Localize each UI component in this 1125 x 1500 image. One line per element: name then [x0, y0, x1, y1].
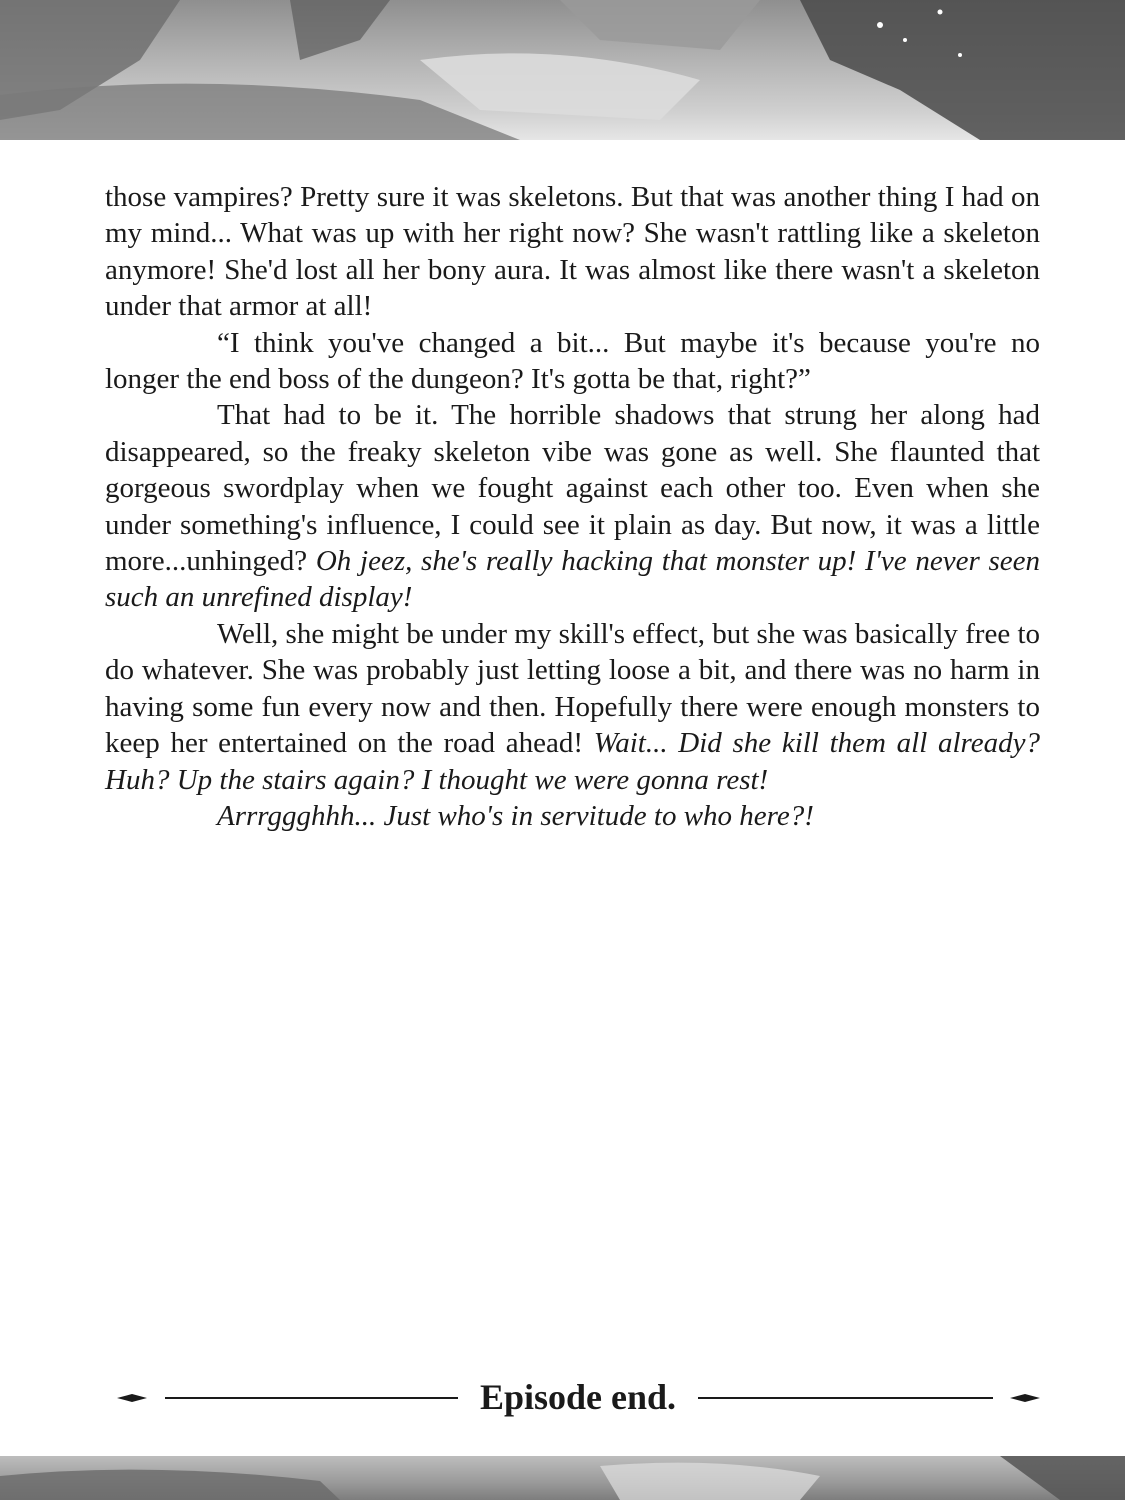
- bottom-illustration-banner: [0, 1456, 1125, 1500]
- paragraph: [105, 397, 1040, 615]
- episode-end-label: Episode end.: [479, 1377, 677, 1417]
- text-segment: those vampires? Pretty sure it was skeletons. But that was another thing I had on my mind... What was up with her right now? She wasn't rattling like a skeleton anymore! She'd lost all her bony aura. It was almost like there wasn't a skeleton under that armor at all!: [105, 181, 1040, 323]
- text-segment: That had to be it. The horrible shadows that strung her along had disappeared, so the freaky skeleton vibe was gone as well. She flaunted that gorgeous swordplay when we fought against each other too. Even when she under something's influence, I could see it plain as day. But now, it was a little more...unhinged?: [105, 399, 1040, 578]
- paragraph: [105, 325, 1040, 398]
- right-ornament-icon: [1010, 1393, 1040, 1403]
- paragraph: [105, 798, 1040, 834]
- paragraph: [105, 179, 1040, 325]
- left-ornament-icon: [117, 1393, 147, 1403]
- paragraph: [105, 616, 1040, 798]
- left-rule-line: [165, 1397, 458, 1399]
- forest-scene-illustration: [0, 0, 1125, 140]
- top-illustration-banner: [0, 0, 1125, 140]
- right-rule-line: [698, 1397, 993, 1399]
- italic-text-segment: Wait... Did she kill them all already? Huh? Up the stairs again? I thought we were gonna rest!: [105, 727, 1040, 796]
- body-text: [105, 179, 1040, 834]
- text-segment: Well, she might be under my skill's effect, but she was basically free to do whatever. She was probably just letting loose a bit, and there was no harm in having some fun every now and then. Hopefully there were enough monsters to keep her entertained on the road ahead!: [105, 617, 1041, 760]
- italic-text-segment: Oh jeez, she's really hacking that monster up! I've never seen such an unrefined display!: [105, 545, 1040, 614]
- episode-end-divider: [0, 1372, 1125, 1426]
- text-segment: “I think you've changed a bit... But maybe it's because you're no longer the end boss of the dungeon? It's gotta be that, right?”: [105, 326, 1040, 396]
- bottom-scene-illustration: [0, 1456, 1125, 1500]
- italic-text-segment: Arrrggghhh... Just who's in servitude to who here?!: [217, 799, 814, 832]
